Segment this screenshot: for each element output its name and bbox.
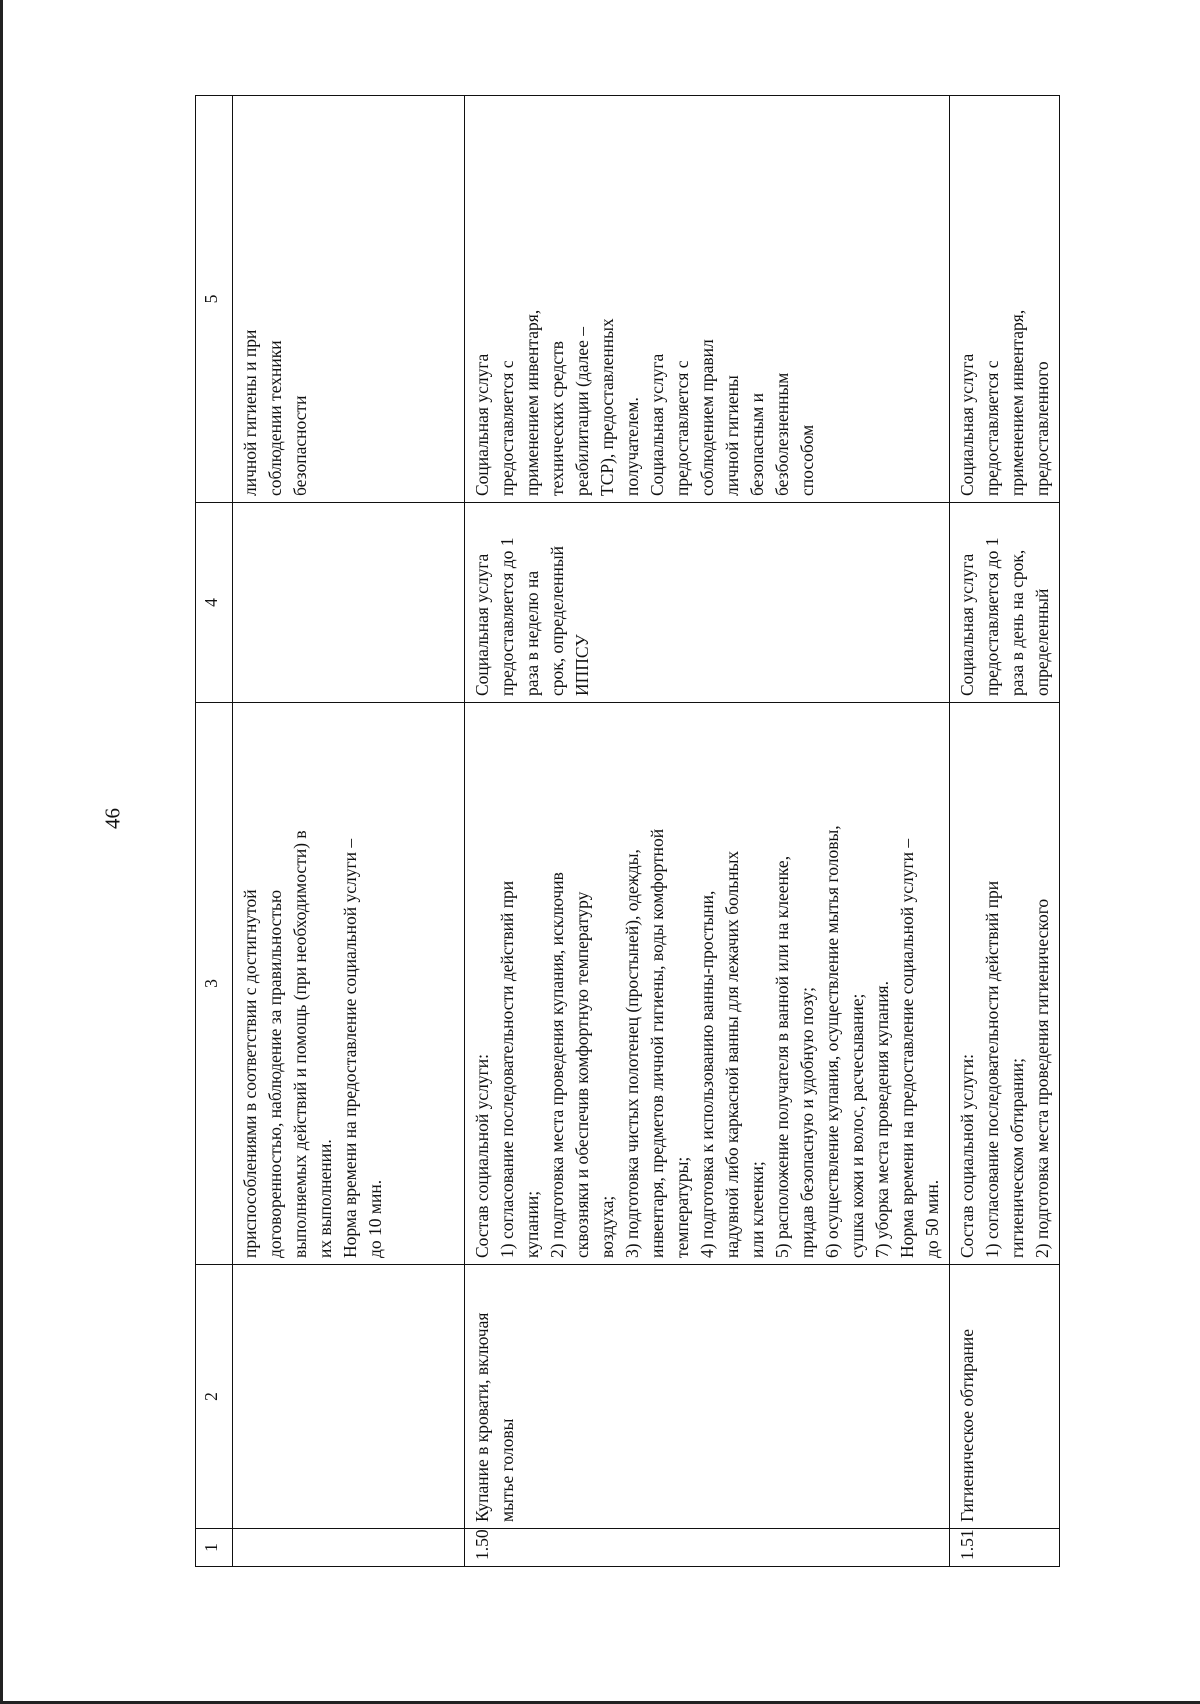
service-description: приспособлениями в соответствии с достигнутой договоренностью, наблюдение за правильностью выполняемых действий и помощь (при необходимости) в их выполнении. Норма времени на предоставление социальной услуги – до 10 мин.	[233, 703, 465, 1265]
header-col-3: 3	[196, 703, 233, 1265]
service-conditions: Социальная услуга предоставляется с применением инвентаря, технических средств реабилитации (далее – ТСР), предоставленных получателем. Социальная услуга предоставляется с соблюдением правил личной гигиены безопасным и безболезненным способом	[465, 96, 950, 503]
header-col-5: 5	[196, 96, 233, 503]
service-conditions: личной гигиены и при соблюдении техники безопасности	[233, 96, 465, 503]
service-conditions: Социальная услуга предоставляется с применением инвентаря, предоставленного	[950, 96, 1060, 503]
row-number: 1.50	[465, 1529, 950, 1567]
header-col-2: 2	[196, 1265, 233, 1529]
table-row	[950, 96, 1060, 1567]
header-col-1: 1	[196, 1529, 233, 1567]
table-row	[233, 96, 465, 1567]
service-description: Состав социальной услуги: 1) согласование последовательности действий при купании; 2) подготовка места проведения купания, исключив сквозняки и обеспечив комфортную температуру воздуха; 3) подготовка чистых полотенец (простыней), одежды, инвентаря, предметов личной гигиены, воды комфортной температуры; 4) подготовка к использованию ванны-простыни, надувной либо каркасной ванны для лежачих больных или клеенки; 5) расположение получателя в ванной или на клеенке, придав безопасную и удобную позу; 6) осуществление купания, осуществление мытья головы, сушка кожи и волос, расчесывание; 7) уборка места проведения купания. Норма времени на предоставление социальной услуги – до 50 мин.	[465, 703, 950, 1265]
rotated-table-container	[195, 95, 1095, 1567]
service-frequency: Социальная услуга предоставляется до 1 раза в день на срок, определенный	[950, 503, 1060, 703]
services-table	[195, 95, 1060, 1567]
page-number: 46	[100, 808, 125, 829]
service-name: Гигиеническое обтирание	[950, 1265, 1060, 1529]
table-header-row	[196, 96, 233, 1567]
row-number	[233, 1529, 465, 1567]
service-name: Купание в кровати, включая мытье головы	[465, 1265, 950, 1529]
table-row	[465, 96, 950, 1567]
scan-edge-left	[0, 0, 3, 1704]
service-frequency: Социальная услуга предоставляется до 1 раза в неделю на срок, определенный ИППСУ	[465, 503, 950, 703]
header-col-4: 4	[196, 503, 233, 703]
service-description: Состав социальной услуги: 1) согласование последовательности действий при гигиеническом обтирании; 2) подготовка места проведения гигиенического	[950, 703, 1060, 1265]
row-number: 1.51	[950, 1529, 1060, 1567]
service-name	[233, 1265, 465, 1529]
service-frequency	[233, 503, 465, 703]
